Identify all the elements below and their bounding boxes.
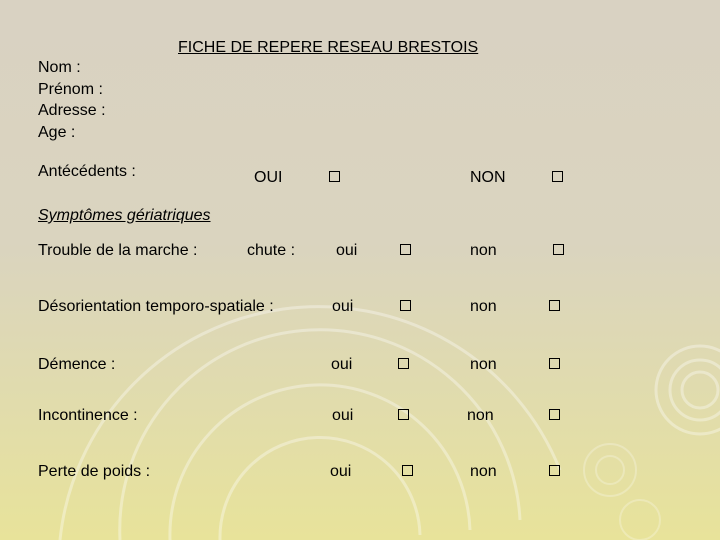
symptom-no-label: non	[470, 356, 497, 373]
symptom-yes-label: oui	[332, 298, 354, 315]
antecedents-label: Antécédents :	[38, 163, 136, 180]
symptom-perte-poids-yes-checkbox[interactable]	[402, 465, 413, 476]
symptom-label-perte-poids: Perte de poids :	[38, 463, 151, 480]
symptom-yes-label: oui	[332, 407, 354, 424]
field-age: Age :	[38, 124, 76, 141]
symptom-desorientation-yes-checkbox[interactable]	[400, 300, 411, 311]
symptom-demence-yes-checkbox[interactable]	[398, 358, 409, 369]
symptom-label-marche: Trouble de la marche :	[38, 242, 198, 259]
antecedents-yes-label: OUI	[254, 169, 283, 186]
symptom-yes-label: oui	[330, 463, 352, 480]
symptom-yes-label: oui	[331, 356, 353, 373]
symptom-marche-yes-checkbox[interactable]	[400, 244, 411, 255]
symptom-marche-no-checkbox[interactable]	[553, 244, 564, 255]
symptom-no-label: non	[470, 242, 497, 259]
section-label-symptomes: Symptômes gériatriques	[38, 207, 211, 224]
antecedents-no-checkbox[interactable]	[552, 171, 563, 182]
field-prenom: Prénom :	[38, 81, 103, 98]
page-title: FICHE DE REPERE RESEAU BRESTOIS	[178, 39, 479, 56]
antecedents-no-label: NON	[470, 169, 506, 186]
symptom-no-label: non	[467, 407, 494, 424]
symptom-detail-chute: chute :	[247, 242, 296, 259]
symptom-desorientation-no-checkbox[interactable]	[549, 300, 560, 311]
symptom-no-label: non	[470, 463, 497, 480]
symptom-incontinence-no-checkbox[interactable]	[549, 409, 560, 420]
symptom-demence-no-checkbox[interactable]	[549, 358, 560, 369]
symptom-perte-poids-no-checkbox[interactable]	[549, 465, 560, 476]
symptom-yes-label: oui	[336, 242, 358, 259]
field-adresse: Adresse :	[38, 102, 106, 119]
field-nom: Nom :	[38, 59, 81, 76]
symptom-no-label: non	[470, 298, 497, 315]
symptom-label-demence: Démence :	[38, 356, 116, 373]
antecedents-yes-checkbox[interactable]	[329, 171, 340, 182]
symptom-label-incontinence: Incontinence :	[38, 407, 138, 424]
symptom-incontinence-yes-checkbox[interactable]	[398, 409, 409, 420]
symptom-label-desorientation: Désorientation temporo-spatiale :	[38, 298, 274, 315]
